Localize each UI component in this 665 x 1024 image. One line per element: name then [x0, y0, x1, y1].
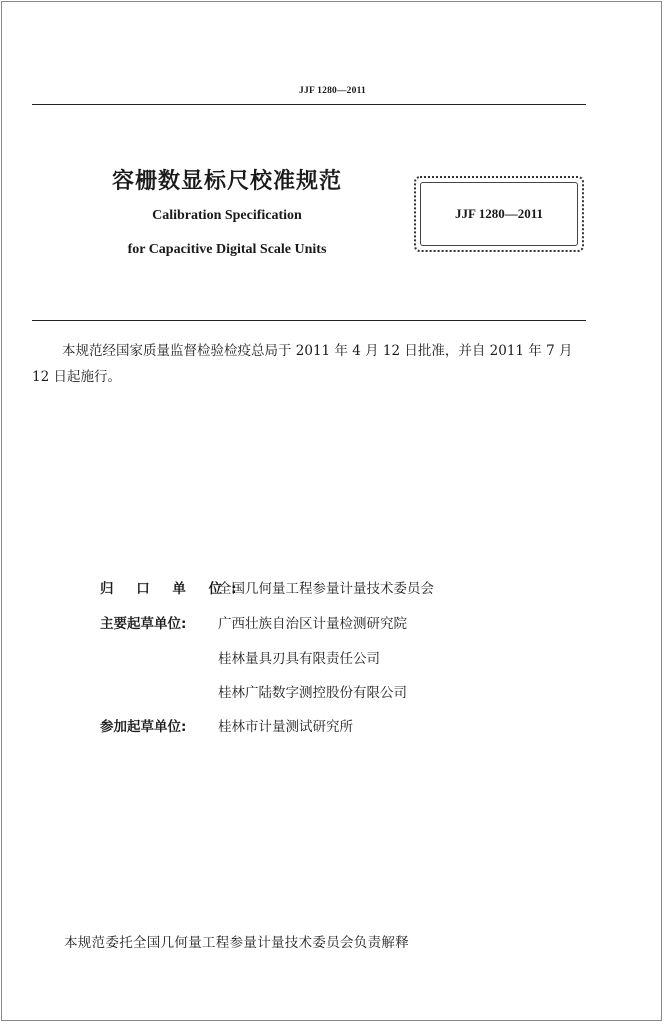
org-value-participating: 桂林市计量测试研究所: [218, 719, 353, 735]
standard-code-box: [414, 176, 584, 252]
org-label-responsible: 归 口 单 位:: [100, 581, 246, 597]
org-row-responsible: [100, 577, 434, 597]
title-english-line1: Calibration Specification: [152, 208, 302, 223]
title-english-line2: for Capacitive Digital Scale Units: [127, 242, 327, 257]
section-rule: [32, 320, 586, 321]
code-box-text: JJF 1280—2011: [455, 206, 543, 221]
org-row-main-drafting-3: [100, 681, 407, 701]
header-standard-code: JJF 1280—2011: [299, 86, 366, 96]
approval-statement: 本规范经国家质量监督检验检疫总局于 2011 年 4 月 12 日批准，并自 2011 年 7 月 12 日起施行。: [32, 343, 573, 385]
org-value-main-drafting-1: 广西壮族自治区计量检测研究院: [218, 616, 407, 632]
interpretation-note: 本规范委托全国几何量工程参量计量技术委员会负责解释: [64, 935, 409, 951]
title-chinese: 容栅数显标尺校准规范: [111, 168, 342, 194]
page-border: [1, 1, 662, 1021]
header-rule: [32, 104, 586, 105]
org-value-main-drafting-2: 桂林量具刃具有限责任公司: [218, 651, 380, 667]
org-row-main-drafting-2: [100, 647, 380, 667]
org-row-participating: [100, 715, 353, 735]
org-label-participating: 参加起草单位:: [100, 719, 187, 735]
org-value-main-drafting-3: 桂林广陆数字测控股份有限公司: [218, 685, 407, 701]
org-value-responsible: 全国几何量工程参量计量技术委员会: [218, 581, 434, 597]
org-label-main-drafting: 主要起草单位:: [100, 616, 187, 632]
org-row-main-drafting: [100, 612, 407, 632]
